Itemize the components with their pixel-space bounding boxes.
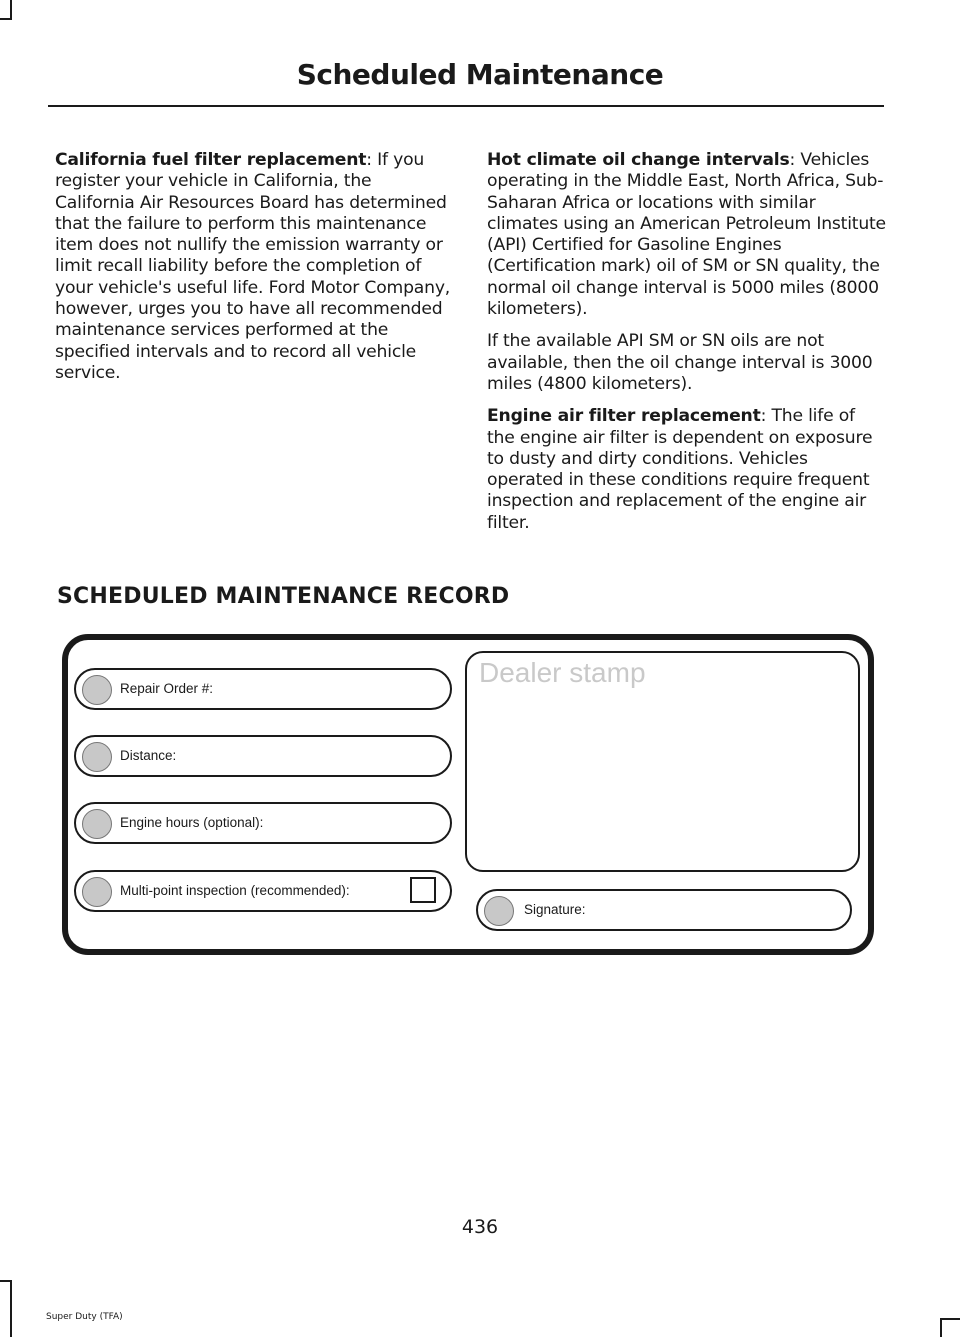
repair-order-field[interactable] — [74, 668, 452, 710]
repair-order-label: Repair Order #: — [120, 681, 214, 696]
hot-climate-term: Hot climate oil change intervals — [487, 150, 790, 170]
ca-filter-term: California fuel filter replacement — [55, 150, 367, 170]
model-label: Super Duty (TFA) — [46, 1312, 123, 1322]
dealer-stamp-box — [465, 651, 860, 872]
crop-mark — [0, 18, 12, 20]
left-column — [55, 150, 455, 395]
distance-field[interactable] — [74, 735, 452, 777]
page-title: Scheduled Maintenance — [296, 58, 664, 91]
hot-climate-paragraph — [487, 150, 887, 320]
inspection-checkbox[interactable] — [410, 877, 436, 903]
inspection-label: Multi-point inspection (recommended): — [120, 883, 350, 898]
air-filter-paragraph — [487, 406, 887, 534]
signature-field[interactable] — [476, 889, 852, 931]
record-heading: SCHEDULED MAINTENANCE RECORD — [57, 584, 510, 609]
engine-hours-label: Engine hours (optional): — [120, 815, 264, 830]
dealer-stamp-label: Dealer stamp — [479, 657, 646, 688]
circle-icon — [484, 896, 514, 926]
ca-filter-text: : If you register your vehicle in California, the California Air Resources Board has determined that the failure to perform this maintenance item does not nullify the emission warranty or limit recall liability before the completion of your vehicle's useful life. Ford Motor Company, however, urges you to have all recommended maintenance services performed at the specified intervals and to record all vehicle service. — [55, 150, 451, 383]
crop-mark — [10, 1280, 12, 1337]
crop-mark — [940, 1318, 960, 1320]
circle-icon — [82, 675, 112, 705]
hot-climate-text: : Vehicles operating in the Middle East, North Africa, Sub-Saharan Africa or locations with similar climates using an American Petroleum Institute (API) Certified for Gasoline Engines (Certification mark) oil of SM or SN quality, the normal oil change interval is 5000 miles (8000 kilometers). — [487, 150, 886, 320]
air-filter-text: : The life of the engine air filter is dependent on exposure to dusty and dirty conditions. Vehicles operated in these conditions require frequent inspection and replacement of the engine air filter. — [487, 406, 873, 533]
title-divider — [48, 105, 884, 107]
inspection-field[interactable] — [74, 870, 452, 912]
circle-icon — [82, 742, 112, 772]
air-filter-term: Engine air filter replacement — [487, 406, 761, 427]
right-column — [487, 150, 887, 545]
ca-filter-paragraph — [55, 150, 455, 384]
api-paragraph: If the available API SM or SN oils are not available, then the oil change interval is 3000 miles (4800 kilometers). — [487, 331, 873, 394]
signature-label: Signature: — [524, 902, 586, 917]
page-number: 436 — [461, 1216, 499, 1238]
distance-label: Distance: — [120, 748, 177, 763]
circle-icon — [82, 809, 112, 839]
circle-icon — [82, 877, 112, 907]
crop-mark — [10, 0, 12, 20]
crop-mark — [940, 1318, 942, 1337]
crop-mark — [0, 1280, 12, 1282]
engine-hours-field[interactable] — [74, 802, 452, 844]
